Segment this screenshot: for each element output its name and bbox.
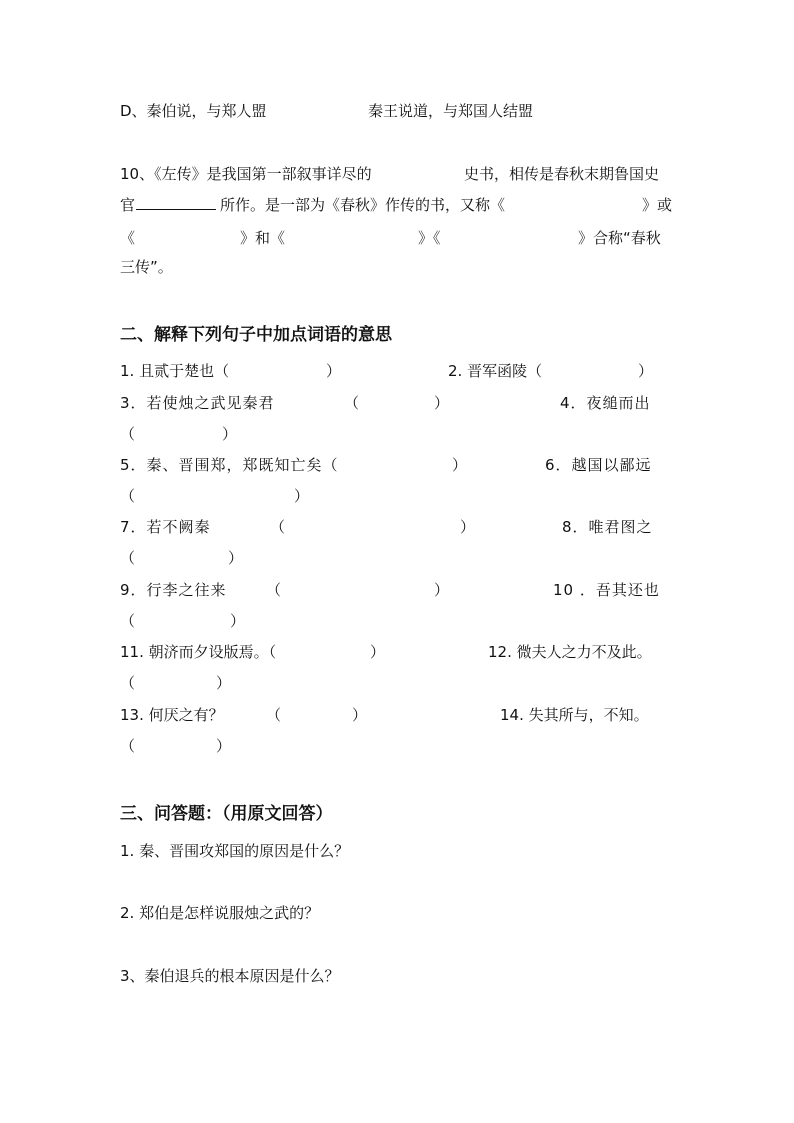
s2-item-3-open: （ xyxy=(344,394,360,412)
s2-item-12-close: ） xyxy=(216,674,232,692)
s2-item-7-open: （ xyxy=(270,518,286,536)
s2-item-1: 1. 且贰于楚也（ xyxy=(120,362,230,380)
q10-line2-a: 官 xyxy=(120,196,136,214)
s3-question-3: 3、秦伯退兵的根本原因是什么？ xyxy=(120,967,340,985)
s2-item-13-open: （ xyxy=(266,706,282,724)
section2-title: 二、解释下列句子中加点词语的意思 xyxy=(120,325,392,345)
s2-item-14-close: ） xyxy=(216,737,232,755)
s2-item-9-close: ） xyxy=(434,581,450,599)
section3-title: 三、问答题：（用原文回答） xyxy=(120,804,333,824)
s2-item-11: 11. 朝济而夕设版焉。（ xyxy=(120,643,277,661)
s2-item-14: 14. 失其所与，不知。 xyxy=(500,706,649,724)
s2-item-13: 13. 何厌之有？ xyxy=(120,706,224,724)
q10-line2-b: 所作。是一部为《春秋》作传的书，又称《 xyxy=(220,196,506,214)
s2-item-8: 8．唯君图之 xyxy=(562,518,653,536)
q10-line2-c: 》或 xyxy=(642,196,673,214)
s2-item-6-open: （ xyxy=(120,487,136,505)
s2-item-9-open: （ xyxy=(266,581,282,599)
s2-item-4-close: ） xyxy=(222,425,238,443)
q10-line3-a: 《 xyxy=(120,229,136,247)
s3-question-2: 2. 郑伯是怎样说服烛之武的？ xyxy=(120,904,320,922)
q10-line1-b: 史书，相传是春秋末期鲁国史 xyxy=(464,165,660,183)
s2-item-10-close: ） xyxy=(230,612,246,630)
s2-item-3: 3．若使烛之武见秦君 xyxy=(120,394,275,412)
s2-item-12-open: （ xyxy=(120,674,136,692)
s2-item-10: 10 ．吾其还也 xyxy=(553,581,660,599)
option-d-text: D、秦伯说，与郑人盟 xyxy=(120,102,267,120)
q10-line3-b: 》和《 xyxy=(240,229,286,247)
s2-item-8-open: （ xyxy=(120,549,136,567)
s2-item-1-close: ） xyxy=(326,362,342,380)
option-d-translation: 秦王说道，与郑国人结盟 xyxy=(368,102,534,120)
s2-item-14-open: （ xyxy=(120,737,136,755)
q10-line3-c: 》《 xyxy=(418,229,441,247)
q10-blank-author[interactable] xyxy=(136,195,216,215)
s2-item-4-open: （ xyxy=(120,425,136,443)
s2-item-7: 7．若不阙秦 xyxy=(120,518,211,536)
s2-item-6: 6．越国以鄙远 xyxy=(545,456,652,474)
s2-item-13-close: ） xyxy=(352,706,368,724)
s2-item-3-close: ） xyxy=(434,394,450,412)
s2-item-11-close: ） xyxy=(370,643,386,661)
s2-item-6-close: ） xyxy=(294,487,310,505)
s2-item-8-close: ） xyxy=(228,549,244,567)
s3-question-1: 1. 秦、晋围攻郑国的原因是什么？ xyxy=(120,842,350,860)
q10-line4: 三传”。 xyxy=(120,258,173,276)
s2-item-5-close: ） xyxy=(452,456,468,474)
q10-line1-a: 10、《左传》是我国第一部叙事详尽的 xyxy=(120,165,372,183)
s2-item-12: 12. 微夫人之力不及此。 xyxy=(488,643,652,661)
s2-item-9: 9．行李之往来 xyxy=(120,581,227,599)
q10-line3-d: 》合称“春秋 xyxy=(578,229,661,247)
s2-item-2: 2. 晋军函陵（ xyxy=(448,362,543,380)
s2-item-10-open: （ xyxy=(120,612,136,630)
s2-item-7-close: ） xyxy=(460,518,476,536)
s2-item-2-close: ） xyxy=(638,362,654,380)
s2-item-4: 4．夜缒而出 xyxy=(560,394,651,412)
s2-item-5: 5．秦、晋围郑，郑既知亡矣（ xyxy=(120,456,339,474)
